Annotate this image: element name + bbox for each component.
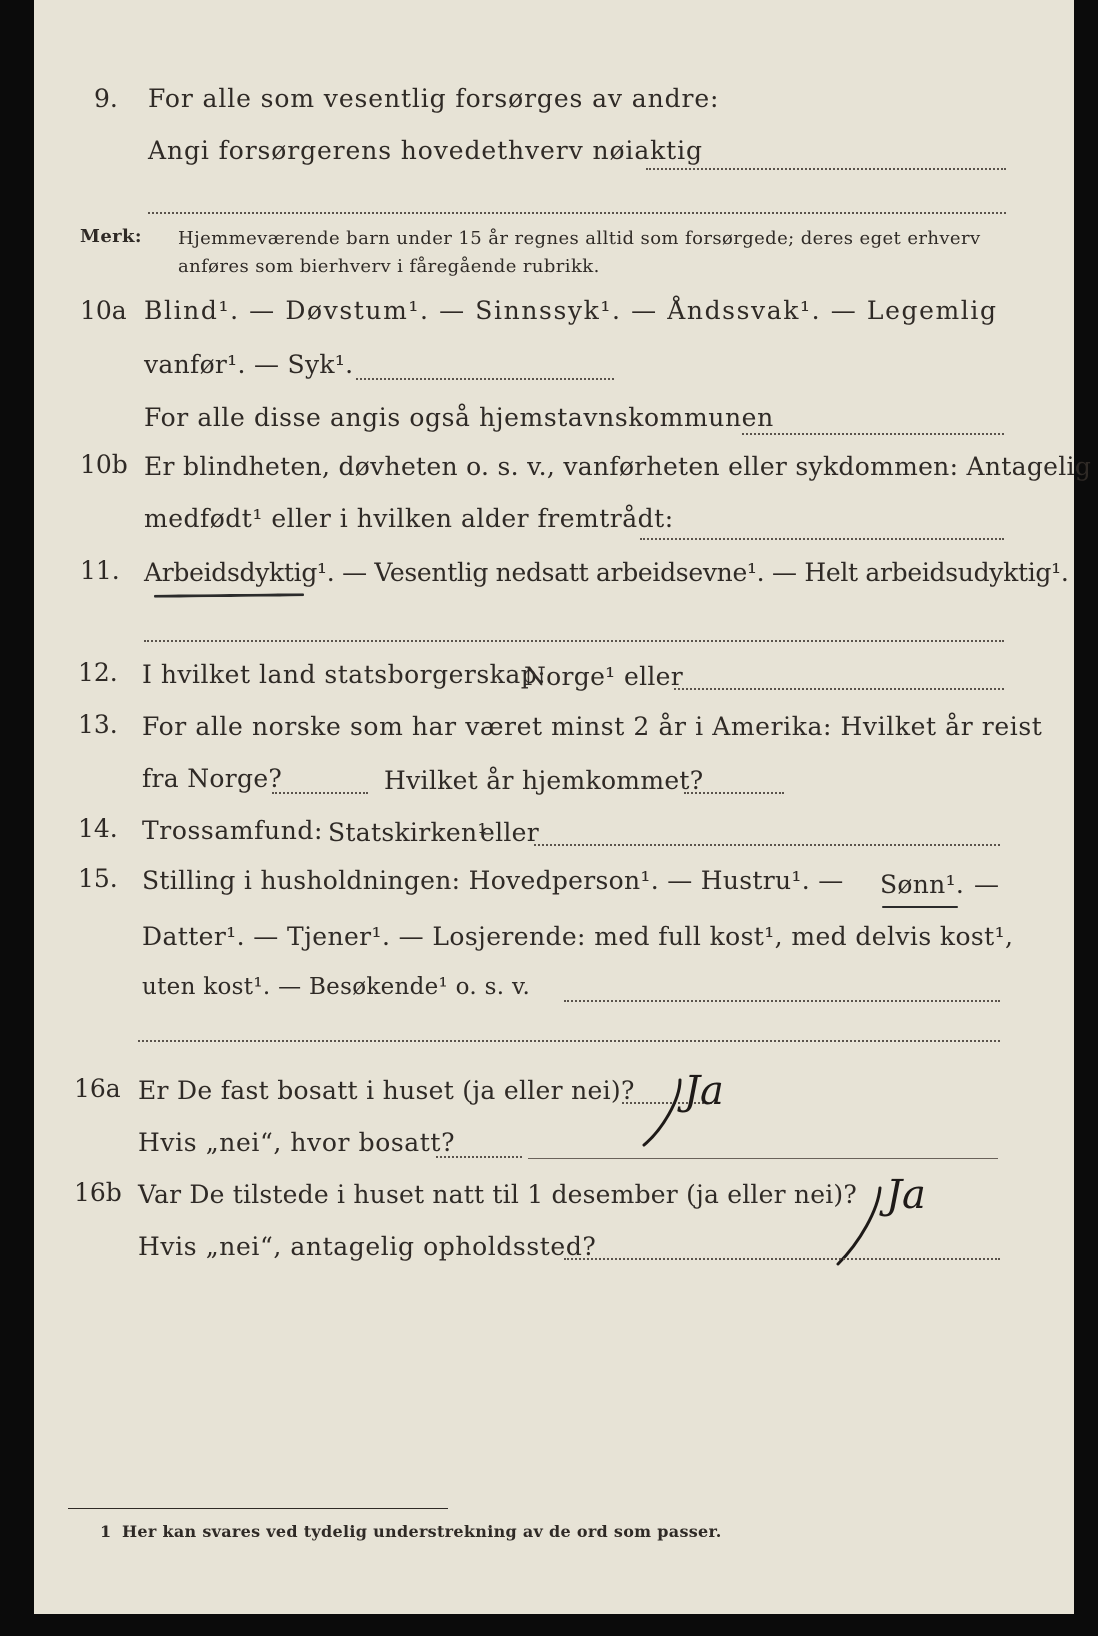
q14-text-statskirken: Statskirken¹ xyxy=(328,818,488,847)
q10a-municipality-field[interactable] xyxy=(742,433,1004,435)
footnote-text: Her kan svares ved tydelig understrekning av de ord som passer. xyxy=(122,1522,722,1541)
q10a-text-line3: For alle disse angis også hjemstavnskommunen xyxy=(144,403,774,432)
q11-text-line1: Arbeidsdyktig¹. — Vesentlig nedsatt arbeidsevne¹. — Helt arbeidsudyktig¹. xyxy=(144,558,1069,587)
footnote-mark: 1 xyxy=(100,1522,112,1541)
q16b-text-line1: Var De tilstede i huset natt til 1 desember (ja eller nei)? xyxy=(138,1180,857,1209)
q14-text-a: Trossamfund: xyxy=(142,816,324,845)
q13-departure-field[interactable] xyxy=(272,792,368,794)
q15-text-line1c: — xyxy=(974,870,1000,899)
q14-text-eller: eller xyxy=(480,818,540,847)
q10a-text-line1: Blind¹. — Døvstum¹. — Sinnssyk¹. — Åndssvak¹. — Legemlig xyxy=(144,296,998,325)
footnote-separator xyxy=(68,1508,448,1509)
q12-number: 12. xyxy=(78,658,118,687)
note-text-line2: anføres som bierhverv i fåregående rubrikk. xyxy=(178,256,600,277)
q16a-residence-line xyxy=(528,1158,998,1159)
q11-answer-field[interactable] xyxy=(144,640,1004,642)
q16b-answer-text: Ja xyxy=(886,1172,926,1218)
q10a-answer-field[interactable] xyxy=(356,378,614,380)
q12-text-eller: eller xyxy=(624,662,684,691)
q9-answer-field-extra[interactable] xyxy=(148,212,1006,214)
q13-text-line2b: Hvilket år hjemkommet? xyxy=(384,766,704,795)
q16b-number: 16b xyxy=(74,1178,122,1207)
note-label: Merk: xyxy=(80,226,142,247)
q16b-stay-field[interactable] xyxy=(564,1258,1000,1260)
q13-return-field[interactable] xyxy=(684,792,784,794)
q15-underline-mark xyxy=(882,906,958,908)
q14-answer-field[interactable] xyxy=(534,844,1000,846)
q11-number: 11. xyxy=(80,556,120,585)
q16b-handwritten-answer xyxy=(820,1170,1000,1270)
q16a-text-line1: Er De fast bosatt i huset (ja eller nei)? xyxy=(138,1076,635,1105)
q12-text-a: I hvilket land statsborgerskap: xyxy=(142,660,547,689)
q15-text-line2: Datter¹. — Tjener¹. — Losjerende: med full kost¹, med delvis kost¹, xyxy=(142,922,1014,951)
q13-number: 13. xyxy=(78,710,118,739)
q15-text-sonn: Sønn¹. xyxy=(880,870,965,899)
census-form-page xyxy=(34,0,1092,1614)
q16b-text-line2: Hvis „nei“, antagelig opholdssted? xyxy=(138,1232,597,1261)
q16a-text-line2: Hvis „nei“, hvor bosatt? xyxy=(138,1128,456,1157)
q15-text-line1a: Stilling i husholdningen: Hovedperson¹. — Hustru¹. — xyxy=(142,866,844,895)
q9-text-line1: For alle som vesentlig forsørges av andre: xyxy=(148,84,720,113)
q14-number: 14. xyxy=(78,814,118,843)
q10b-number: 10b xyxy=(80,450,128,479)
q10a-text-line2: vanfør¹. — Syk¹. xyxy=(144,350,354,379)
q15-answer-field[interactable] xyxy=(564,1000,1000,1002)
q16a-residence-field[interactable] xyxy=(436,1156,522,1158)
note-text-line1: Hjemmeværende barn under 15 år regnes alltid som forsørgede; deres eget erhverv xyxy=(178,228,981,249)
q10b-text-line2: medfødt¹ eller i hvilken alder fremtrådt: xyxy=(144,504,674,533)
q15-answer-field-extra[interactable] xyxy=(138,1040,1000,1042)
q16a-answer-text: Ja xyxy=(684,1068,724,1114)
q13-text-line2a: fra Norge? xyxy=(142,764,283,793)
q10a-number: 10a xyxy=(80,296,127,325)
q16a-handwritten-answer xyxy=(622,1060,772,1150)
q10b-answer-field[interactable] xyxy=(640,538,1004,540)
q9-answer-field[interactable] xyxy=(646,168,1006,170)
q15-text-line3: uten kost¹. — Besøkende¹ o. s. v. xyxy=(142,974,531,1000)
q12-text-norge: Norge¹ xyxy=(524,662,616,691)
q12-answer-field[interactable] xyxy=(674,688,1004,690)
q16a-number: 16a xyxy=(74,1074,121,1103)
q11-underline-mark xyxy=(154,593,304,598)
q10b-text-line1: Er blindheten, døvheten o. s. v., vanførheten eller sykdommen: Antagelig xyxy=(144,452,1092,481)
q9-number: 9. xyxy=(94,84,118,113)
q13-text-line1: For alle norske som har været minst 2 år i Amerika: Hvilket år reist xyxy=(142,712,1043,741)
q9-text-line2: Angi forsørgerens hovedethverv nøiaktig xyxy=(148,136,703,165)
q15-number: 15. xyxy=(78,864,118,893)
